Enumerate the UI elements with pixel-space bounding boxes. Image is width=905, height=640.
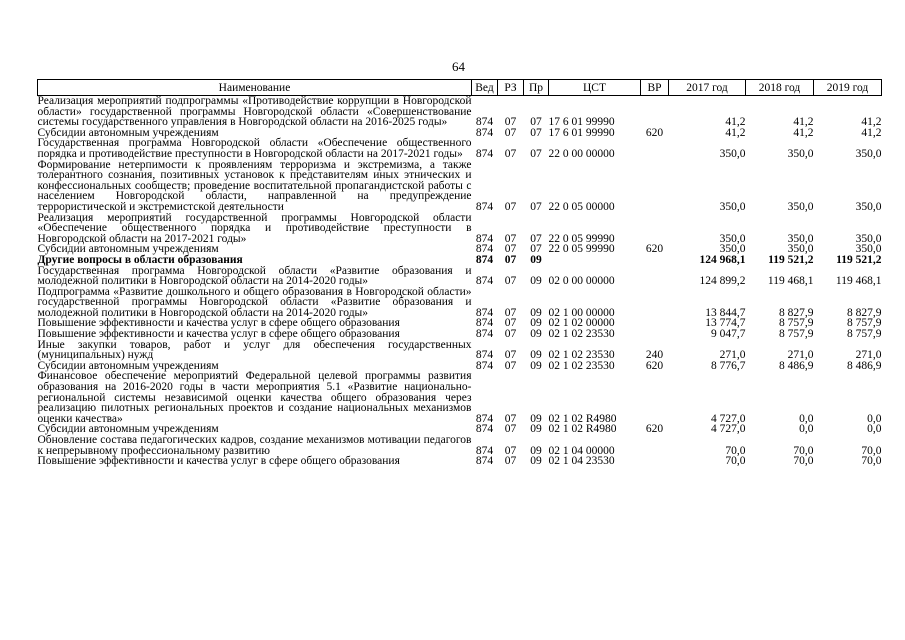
cell-ved: 874	[475, 253, 494, 266]
cell-vr: 620	[645, 126, 664, 139]
cell-2017: 350,0	[719, 243, 746, 256]
cell-2017: 70,0	[725, 444, 746, 457]
cell-ved: 874	[475, 126, 494, 139]
cell-name: Повышение эффективности и качества услуг в сфере общего образования	[37, 455, 400, 468]
cell-2018: 0,0	[799, 423, 814, 436]
page-number: 64	[452, 59, 465, 74]
cell-2019: 70,0	[861, 455, 882, 468]
cell-2018: 41,2	[793, 126, 814, 139]
cell-rz: 07	[504, 317, 517, 330]
cell-name: Государственная программа Новгородской области «Развитие образования и молодежной политики в Новгородской области на 2014-2020 годы»	[37, 264, 472, 288]
cell-vr	[641, 255, 669, 266]
cell-rz: 07	[504, 200, 517, 213]
cell-ved: 874	[475, 116, 494, 129]
cell-pr: 09	[530, 359, 542, 372]
cell-rz: 07	[504, 423, 517, 436]
table-row	[38, 435, 882, 456]
cell-2018: 70,0	[793, 444, 814, 457]
cell-vr	[641, 435, 669, 456]
cell-2018: 8 757,9	[779, 328, 814, 341]
cell-cst: 02 1 02 R4980	[548, 423, 617, 436]
cell-ved: 874	[475, 232, 494, 245]
header-name: Наименование	[38, 80, 472, 96]
cell-rz: 07	[504, 328, 517, 341]
cell-pr: 09	[530, 328, 542, 341]
cell-rz: 07	[504, 275, 517, 288]
header-ved: Вед	[472, 80, 498, 96]
cell-2017: 70,0	[725, 455, 746, 468]
cell-rz: 07	[504, 444, 517, 457]
table-body	[38, 96, 882, 467]
cell-2017: 13 844,7	[705, 306, 746, 319]
cell-rz: 07	[504, 232, 517, 245]
cell-pr: 09	[530, 275, 542, 288]
cell-2018: 70,0	[793, 455, 814, 468]
cell-pr: 09	[530, 317, 542, 330]
cell-2018: 119 468,1	[767, 275, 814, 288]
cell-2017: 350,0	[719, 200, 746, 213]
cell-ved: 874	[475, 423, 494, 436]
header-pr: Пр	[524, 80, 549, 96]
cell-2017: 350,0	[719, 147, 746, 160]
cell-cst: 22 0 05 00000	[548, 200, 615, 213]
cell-rz: 07	[504, 126, 517, 139]
table-row	[38, 287, 882, 319]
cell-2019: 350,0	[855, 147, 882, 160]
cell-vr	[641, 160, 669, 213]
cell-cst: 02 1 02 23530	[548, 349, 615, 362]
cell-ved: 874	[475, 349, 494, 362]
cell-pr: 09	[530, 253, 542, 266]
cell-cst: 17 6 01 99990	[548, 116, 615, 129]
cell-name: Иные закупки товаров, работ и услуг для обеспечения государственных (муниципальных) нужд	[37, 338, 472, 362]
table-row	[38, 213, 882, 245]
cell-2019: 41,2	[861, 116, 882, 129]
cell-name: Подпрограмма «Развитие дошкольного и общего образования в Новгородской области» государственной программы Новгородской области «Развитие образования и молодежной политики в Новгородской области на 2014-2020 годы»	[37, 285, 472, 319]
cell-2018: 8 827,9	[779, 306, 814, 319]
cell-ved: 874	[475, 200, 494, 213]
cell-ved: 874	[475, 455, 494, 468]
cell-cst: 02 1 00 00000	[548, 306, 615, 319]
cell-pr: 09	[530, 455, 542, 468]
cell-2017: 4 727,0	[711, 423, 746, 436]
cell-ved: 874	[475, 328, 494, 341]
cell-2019: 271,0	[855, 349, 882, 362]
cell-2018: 350,0	[787, 243, 814, 256]
cell-cst: 02 1 02 00000	[548, 317, 615, 330]
table-header	[38, 80, 882, 96]
cell-name: Формирование нетерпимости к проявлениям терроризма и экстремизма, а также толерантного сознания, позитивных установок к представителям иных этнических и конфессиональных сообществ; проведение воспитательной пропагандистской работы с населением Новгородской области, направленной на предупреждение террористической и экстремистской деятельности	[37, 158, 472, 213]
cell-ved: 874	[475, 306, 494, 319]
cell-vr	[641, 138, 669, 159]
cell-2019: 8 757,9	[847, 328, 882, 341]
cell-2019: 0,0	[867, 412, 882, 425]
cell-2019: 8 827,9	[847, 306, 882, 319]
cell-cst: 17 6 01 99990	[548, 126, 615, 139]
cell-vr	[641, 213, 669, 245]
cell-vr	[641, 318, 669, 329]
cell-2019: 350,0	[855, 200, 882, 213]
cell-name: Другие вопросы в области образования	[37, 253, 243, 266]
header-2017: 2017 год	[669, 80, 746, 96]
cell-pr: 09	[530, 349, 542, 362]
table-row	[38, 340, 882, 361]
cell-2018: 271,0	[787, 349, 814, 362]
cell-pr: 07	[530, 232, 542, 245]
cell-2017: 4 727,0	[711, 412, 746, 425]
cell-2017: 124 899,2	[699, 275, 746, 288]
cell-ved: 874	[475, 359, 494, 372]
cell-2017: 41,2	[725, 116, 746, 129]
cell-rz: 07	[504, 349, 517, 362]
cell-2018: 41,2	[793, 116, 814, 129]
header-rz: РЗ	[498, 80, 524, 96]
cell-2019: 70,0	[861, 444, 882, 457]
cell-cst: 02 1 04 00000	[548, 444, 615, 457]
cell-pr: 07	[530, 243, 542, 256]
header-2019: 2019 год	[814, 80, 882, 96]
cell-pr: 07	[530, 126, 542, 139]
cell-ved: 874	[475, 147, 494, 160]
cell-vr	[641, 371, 669, 424]
cell-cst: 22 0 05 99990	[548, 232, 615, 245]
header-vr: ВР	[641, 80, 669, 96]
budget-table	[37, 79, 882, 467]
table-row	[38, 255, 882, 266]
cell-ved: 874	[475, 317, 494, 330]
cell-rz: 07	[504, 147, 517, 160]
cell-vr	[641, 456, 669, 467]
cell-2019: 8 757,9	[847, 317, 882, 330]
cell-pr: 09	[530, 306, 542, 319]
cell-cst: 02 1 02 23530	[548, 359, 615, 372]
cell-vr: 620	[645, 359, 664, 372]
cell-2017: 41,2	[725, 126, 746, 139]
cell-name: Повышение эффективности и качества услуг в сфере общего образования	[37, 328, 400, 341]
cell-vr	[641, 266, 669, 287]
cell-rz: 07	[504, 455, 517, 468]
cell-cst: 02 0 00 00000	[548, 275, 615, 288]
cell-vr	[641, 287, 669, 319]
cell-cst	[549, 255, 641, 266]
cell-2017: 13 774,7	[705, 317, 746, 330]
cell-rz: 07	[504, 253, 517, 266]
cell-name: Субсидии автономным учреждениям	[37, 359, 219, 372]
cell-vr	[641, 329, 669, 340]
cell-cst: 02 1 02 23530	[548, 328, 615, 341]
cell-2018: 0,0	[799, 412, 814, 425]
table-row	[38, 371, 882, 424]
cell-ved: 874	[475, 243, 494, 256]
cell-name: Повышение эффективности и качества услуг в сфере общего образования	[37, 317, 400, 330]
cell-name: Субсидии автономным учреждениям	[37, 243, 219, 256]
cell-name: Реализация мероприятий государственной программы Новгородской области «Обеспечение общественного порядка и противодействие преступности в Новгородской области на 2017-2021 годы»	[37, 211, 472, 245]
cell-name: Субсидии автономным учреждениям	[37, 423, 219, 436]
cell-2017: 350,0	[719, 232, 746, 245]
cell-2018: 119 521,2	[768, 253, 814, 266]
cell-2019: 350,0	[855, 232, 882, 245]
cell-rz: 07	[504, 359, 517, 372]
cell-ved: 874	[475, 444, 494, 457]
cell-2017: 124 968,1	[699, 253, 746, 266]
cell-2018: 350,0	[787, 200, 814, 213]
cell-name: Реализация мероприятий подпрограммы «Противодействие коррупции в Новгородской области» государственной программы Новгородской области «Совершенствование системы государственного управления в Новгородской области на 2016-2025 годы»	[37, 95, 472, 129]
table-row	[38, 160, 882, 213]
cell-ved: 874	[475, 275, 494, 288]
cell-pr: 07	[530, 147, 542, 160]
cell-2019: 41,2	[861, 126, 882, 139]
cell-pr: 07	[530, 116, 542, 129]
cell-cst: 22 0 00 00000	[548, 147, 615, 160]
cell-2019: 350,0	[855, 243, 882, 256]
cell-name: Финансовое обеспечение мероприятий Федеральной целевой программы развития образования на 2016-2020 годы в части мероприятия 5.1 «Развитие национально-региональной системы независимой оценки качества общего образования через реализацию пилотных региональных проектов и создание национальных механизмов оценки качества»	[37, 370, 472, 425]
cell-pr: 09	[530, 412, 542, 425]
cell-rz: 07	[504, 412, 517, 425]
cell-name: Субсидии автономным учреждениям	[37, 126, 219, 139]
cell-2019: 0,0	[867, 423, 882, 436]
cell-2018: 8 757,9	[779, 317, 814, 330]
table-row	[38, 138, 882, 159]
cell-name: Государственная программа Новгородской области «Обеспечение общественного порядка и противодействие преступности в Новгородской области на 2017-2021 годы»	[37, 137, 472, 160]
cell-vr: 620	[645, 423, 664, 436]
header-cst: ЦСТ	[549, 80, 641, 96]
cell-2017: 271,0	[719, 349, 746, 362]
cell-rz: 07	[504, 116, 517, 129]
cell-2017: 9 047,7	[711, 328, 746, 341]
cell-pr: 09	[530, 423, 542, 436]
cell-rz: 07	[504, 306, 517, 319]
cell-vr	[641, 96, 669, 128]
cell-vr: 240	[645, 349, 664, 362]
cell-cst: 02 1 02 R4980	[548, 412, 617, 425]
cell-2019: 119 521,2	[836, 253, 882, 266]
cell-2019: 8 486,9	[847, 359, 882, 372]
cell-2018: 350,0	[787, 147, 814, 160]
table-row	[38, 456, 882, 467]
cell-rz: 07	[504, 243, 517, 256]
table-row	[38, 266, 882, 287]
cell-pr: 07	[530, 200, 542, 213]
table-row	[38, 96, 882, 128]
cell-name: Обновление состава педагогических кадров, создание механизмов мотивации педагогов к непрерывному профессиональному развитию	[37, 434, 472, 457]
cell-cst: 02 1 04 23530	[548, 455, 615, 468]
cell-vr: 620	[645, 243, 664, 256]
cell-2017: 8 776,7	[711, 359, 746, 372]
cell-pr: 09	[530, 444, 542, 457]
cell-ved: 874	[475, 412, 494, 425]
cell-2019: 119 468,1	[835, 275, 882, 288]
header-2018: 2018 год	[746, 80, 814, 96]
cell-cst: 22 0 05 99990	[548, 243, 615, 256]
cell-2018: 8 486,9	[779, 359, 814, 372]
cell-2018: 350,0	[787, 232, 814, 245]
